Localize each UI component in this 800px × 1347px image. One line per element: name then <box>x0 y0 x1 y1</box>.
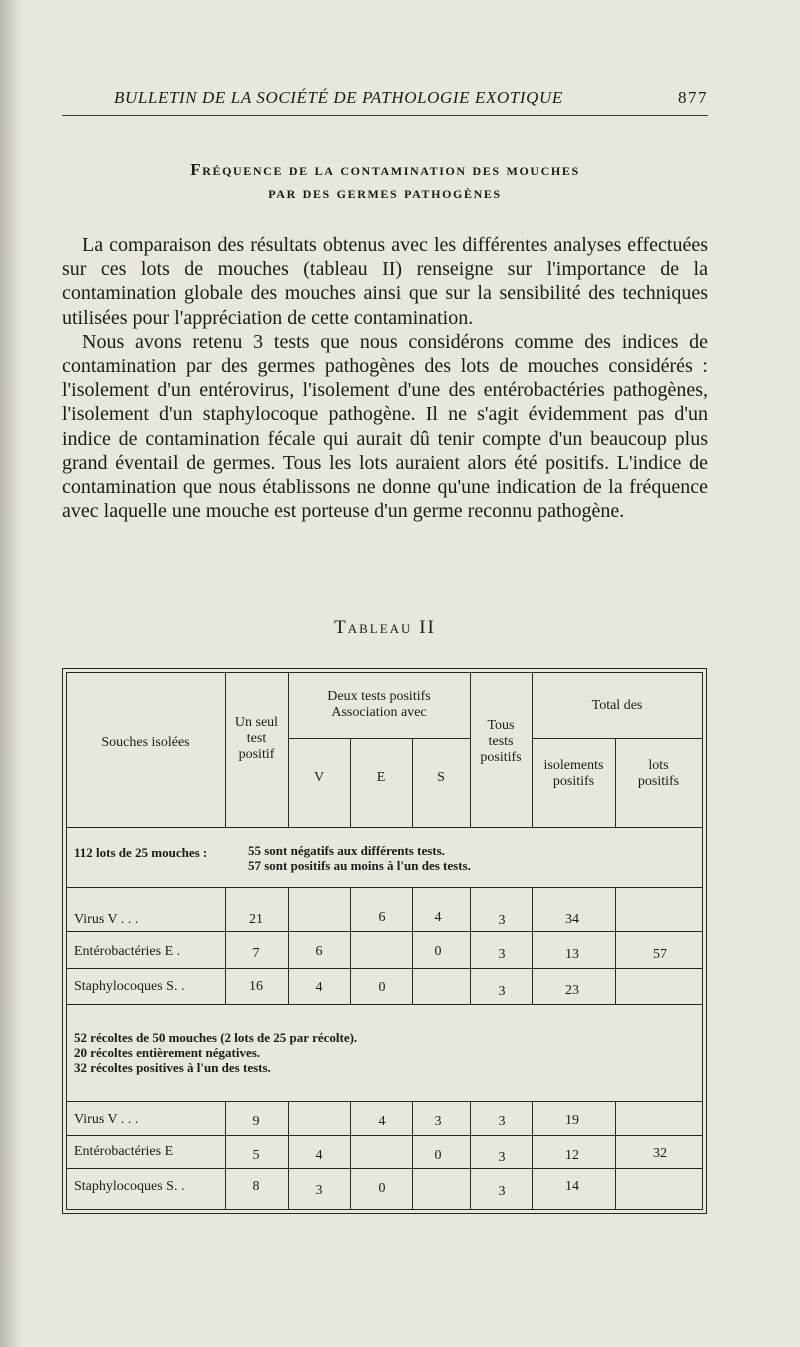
header-un-seul-2: test <box>246 731 267 746</box>
header-tous-3: positifs <box>480 750 522 765</box>
g1-row3-v: 4 <box>315 980 323 995</box>
grid-v-g1-3 <box>350 887 351 1004</box>
g1-row2-tous: 3 <box>498 947 506 962</box>
header-lots-1: lots <box>648 758 669 773</box>
group2-note-line2: 20 récoltes entièrement négatives. <box>74 1045 261 1060</box>
group1-note-prefix: 112 lots de 25 mouches : <box>74 845 208 860</box>
grid-v-g2-5 <box>470 1101 471 1209</box>
g2-row3-v: 3 <box>315 1183 323 1198</box>
g1-lots-positifs: 57 <box>653 947 667 962</box>
grid-h-g2-r1 <box>66 1135 703 1136</box>
group1-note-line2: 57 sont positifs au moins à l'un des tests. <box>248 858 471 873</box>
grid-v-g2-1 <box>225 1101 226 1209</box>
grid-v-g2-6 <box>532 1101 533 1209</box>
g2-row3-un-seul: 8 <box>252 1179 260 1194</box>
header-isolements-2: positifs <box>552 774 595 789</box>
grid-v-g1-4 <box>412 887 413 1004</box>
grid-h-g1-r1 <box>66 931 703 932</box>
grid-h-deux <box>288 738 470 739</box>
header-souches: Souches isolées <box>101 735 190 750</box>
paragraph-1: La comparaison des résultats obtenus avec les différentes analyses effectuées sur ces lots de mouches (tableau II) renseigne sur l'importance de la contamination globale des mouches ainsi que sur la sensibilité des techniques utilisées pour l'appréciation de cette contamination. <box>62 234 708 329</box>
grid-v-6 <box>532 672 533 827</box>
header-isolements-1: isolements <box>543 758 604 773</box>
g1-row3-un-seul: 16 <box>249 979 263 994</box>
g2-row2-s: 0 <box>434 1148 442 1163</box>
header-total: Total des <box>591 698 643 713</box>
grid-h-g2-top <box>66 1101 703 1102</box>
group2-note-line1: 52 récoltes de 50 mouches (2 lots de 25 par récolte). <box>74 1030 358 1045</box>
g2-row1-label: Virus V . . . <box>74 1112 139 1127</box>
g2-row2-isolements: 12 <box>565 1148 579 1163</box>
grid-v-g2-2 <box>288 1101 289 1209</box>
table-border-left <box>62 668 63 1214</box>
g1-row1-tous: 3 <box>498 913 506 928</box>
section-title-line1: Fréquence de la contamination des mouches <box>190 160 580 179</box>
g2-row3-label: Staphylocoques S. . <box>74 1179 185 1194</box>
g1-row1-isolements: 34 <box>565 912 579 927</box>
g2-row1-s: 3 <box>434 1114 442 1129</box>
g1-row3-e: 0 <box>378 980 386 995</box>
header-rule <box>62 115 708 116</box>
grid-h-header-bottom <box>66 827 703 828</box>
paragraph-2: Nous avons retenu 3 tests que nous considérons comme des indices de contamination par des germes pathogènes des lots de mouches considérés : l'isolement d'un entérovirus, l'isolement d'une des entérobactéries pathogènes, l'isolement d'un staphylocoque pathogène. Il ne s'agit évidemment pas d'un indice de contamination fécale qui aurait dû tenir compte d'un beaucoup plus grand éventail de germes. Tous les lots auraient alors été positifs. L'indice de contamination que nous établissons ne donne qu'une indication de la fréquence avec laquelle une mouche est porteuse d'un germe reconnu pathogène. <box>62 330 708 523</box>
g2-lots-positifs: 32 <box>653 1146 667 1161</box>
header-un-seul-3: positif <box>238 747 275 762</box>
g1-row2-un-seul: 7 <box>252 946 260 961</box>
body-text <box>62 233 708 523</box>
grid-v-g2-4 <box>412 1101 413 1209</box>
table-border-top <box>62 668 707 669</box>
page-number: 877 <box>678 88 708 107</box>
g2-row1-isolements: 19 <box>565 1113 579 1128</box>
header-sub-e: E <box>376 770 386 785</box>
g1-row2-s: 0 <box>434 944 442 959</box>
g1-row3-isolements: 23 <box>565 983 579 998</box>
g1-row2-v: 6 <box>315 944 323 959</box>
header-deux-1: Deux tests positifs <box>327 689 431 704</box>
header-tous-2: tests <box>488 734 514 749</box>
g1-row1-e: 6 <box>378 910 386 925</box>
g2-row2-un-seul: 5 <box>252 1148 260 1163</box>
grid-v-g2-7 <box>615 1101 616 1209</box>
section-title-line2: par des germes pathogènes <box>268 183 502 202</box>
grid-h-g2-r2 <box>66 1168 703 1169</box>
g1-row1-label: Virus V . . . <box>74 912 139 927</box>
table-border-right-inner <box>702 672 703 1210</box>
g2-row2-label: Entérobactéries E <box>74 1144 174 1159</box>
table-border-bottom-inner <box>66 1209 703 1210</box>
g1-row3-tous: 3 <box>498 984 506 999</box>
g2-row1-un-seul: 9 <box>252 1114 260 1129</box>
table-border-bottom <box>62 1213 707 1214</box>
header-un-seul-1: Un seul <box>234 715 279 730</box>
g1-row1-s: 4 <box>434 910 442 925</box>
grid-v-g1-7 <box>615 887 616 1004</box>
grid-h-g1-top <box>66 887 703 888</box>
grid-v-g1-2 <box>288 887 289 1004</box>
table-border-right <box>706 668 707 1214</box>
header-deux-2: Association avec <box>331 705 427 720</box>
g1-row2-isolements: 13 <box>565 947 579 962</box>
g2-row2-v: 4 <box>315 1148 323 1163</box>
table-border-left-inner <box>66 672 67 1210</box>
header-tous-1: Tous <box>487 718 515 733</box>
grid-v-g1-1 <box>225 887 226 1004</box>
grid-h-g1-bottom <box>66 1004 703 1005</box>
group1-note-line1: 55 sont négatifs aux différents tests. <box>248 843 445 858</box>
header-lots-2: positifs <box>637 774 680 789</box>
grid-v-g1-5 <box>470 887 471 1004</box>
g2-row3-isolements: 14 <box>565 1179 579 1194</box>
group2-note-line3: 32 récoltes positives à l'un des tests. <box>74 1060 271 1075</box>
table-border-top-inner <box>66 672 703 673</box>
g1-row1-un-seul: 21 <box>249 912 263 927</box>
g2-row3-tous: 3 <box>498 1184 506 1199</box>
running-title: BULLETIN DE LA SOCIÉTÉ DE PATHOLOGIE EXOTIQUE <box>114 88 563 107</box>
g2-row2-tous: 3 <box>498 1150 506 1165</box>
g2-row1-e: 4 <box>378 1114 386 1129</box>
g1-row2-label: Entérobactéries E . <box>74 944 181 959</box>
table-caption: Tableau II <box>334 617 436 638</box>
grid-h-g1-r2 <box>66 968 703 969</box>
table-ii <box>62 668 707 1213</box>
g2-row1-tous: 3 <box>498 1114 506 1129</box>
header-sub-v: V <box>313 770 325 785</box>
g1-row3-label: Staphylocoques S. . <box>74 979 185 994</box>
grid-h-total <box>532 738 702 739</box>
grid-v-g2-3 <box>350 1101 351 1209</box>
g2-row3-e: 0 <box>378 1181 386 1196</box>
grid-v-g1-6 <box>532 887 533 1004</box>
header-sub-s: S <box>437 770 445 785</box>
